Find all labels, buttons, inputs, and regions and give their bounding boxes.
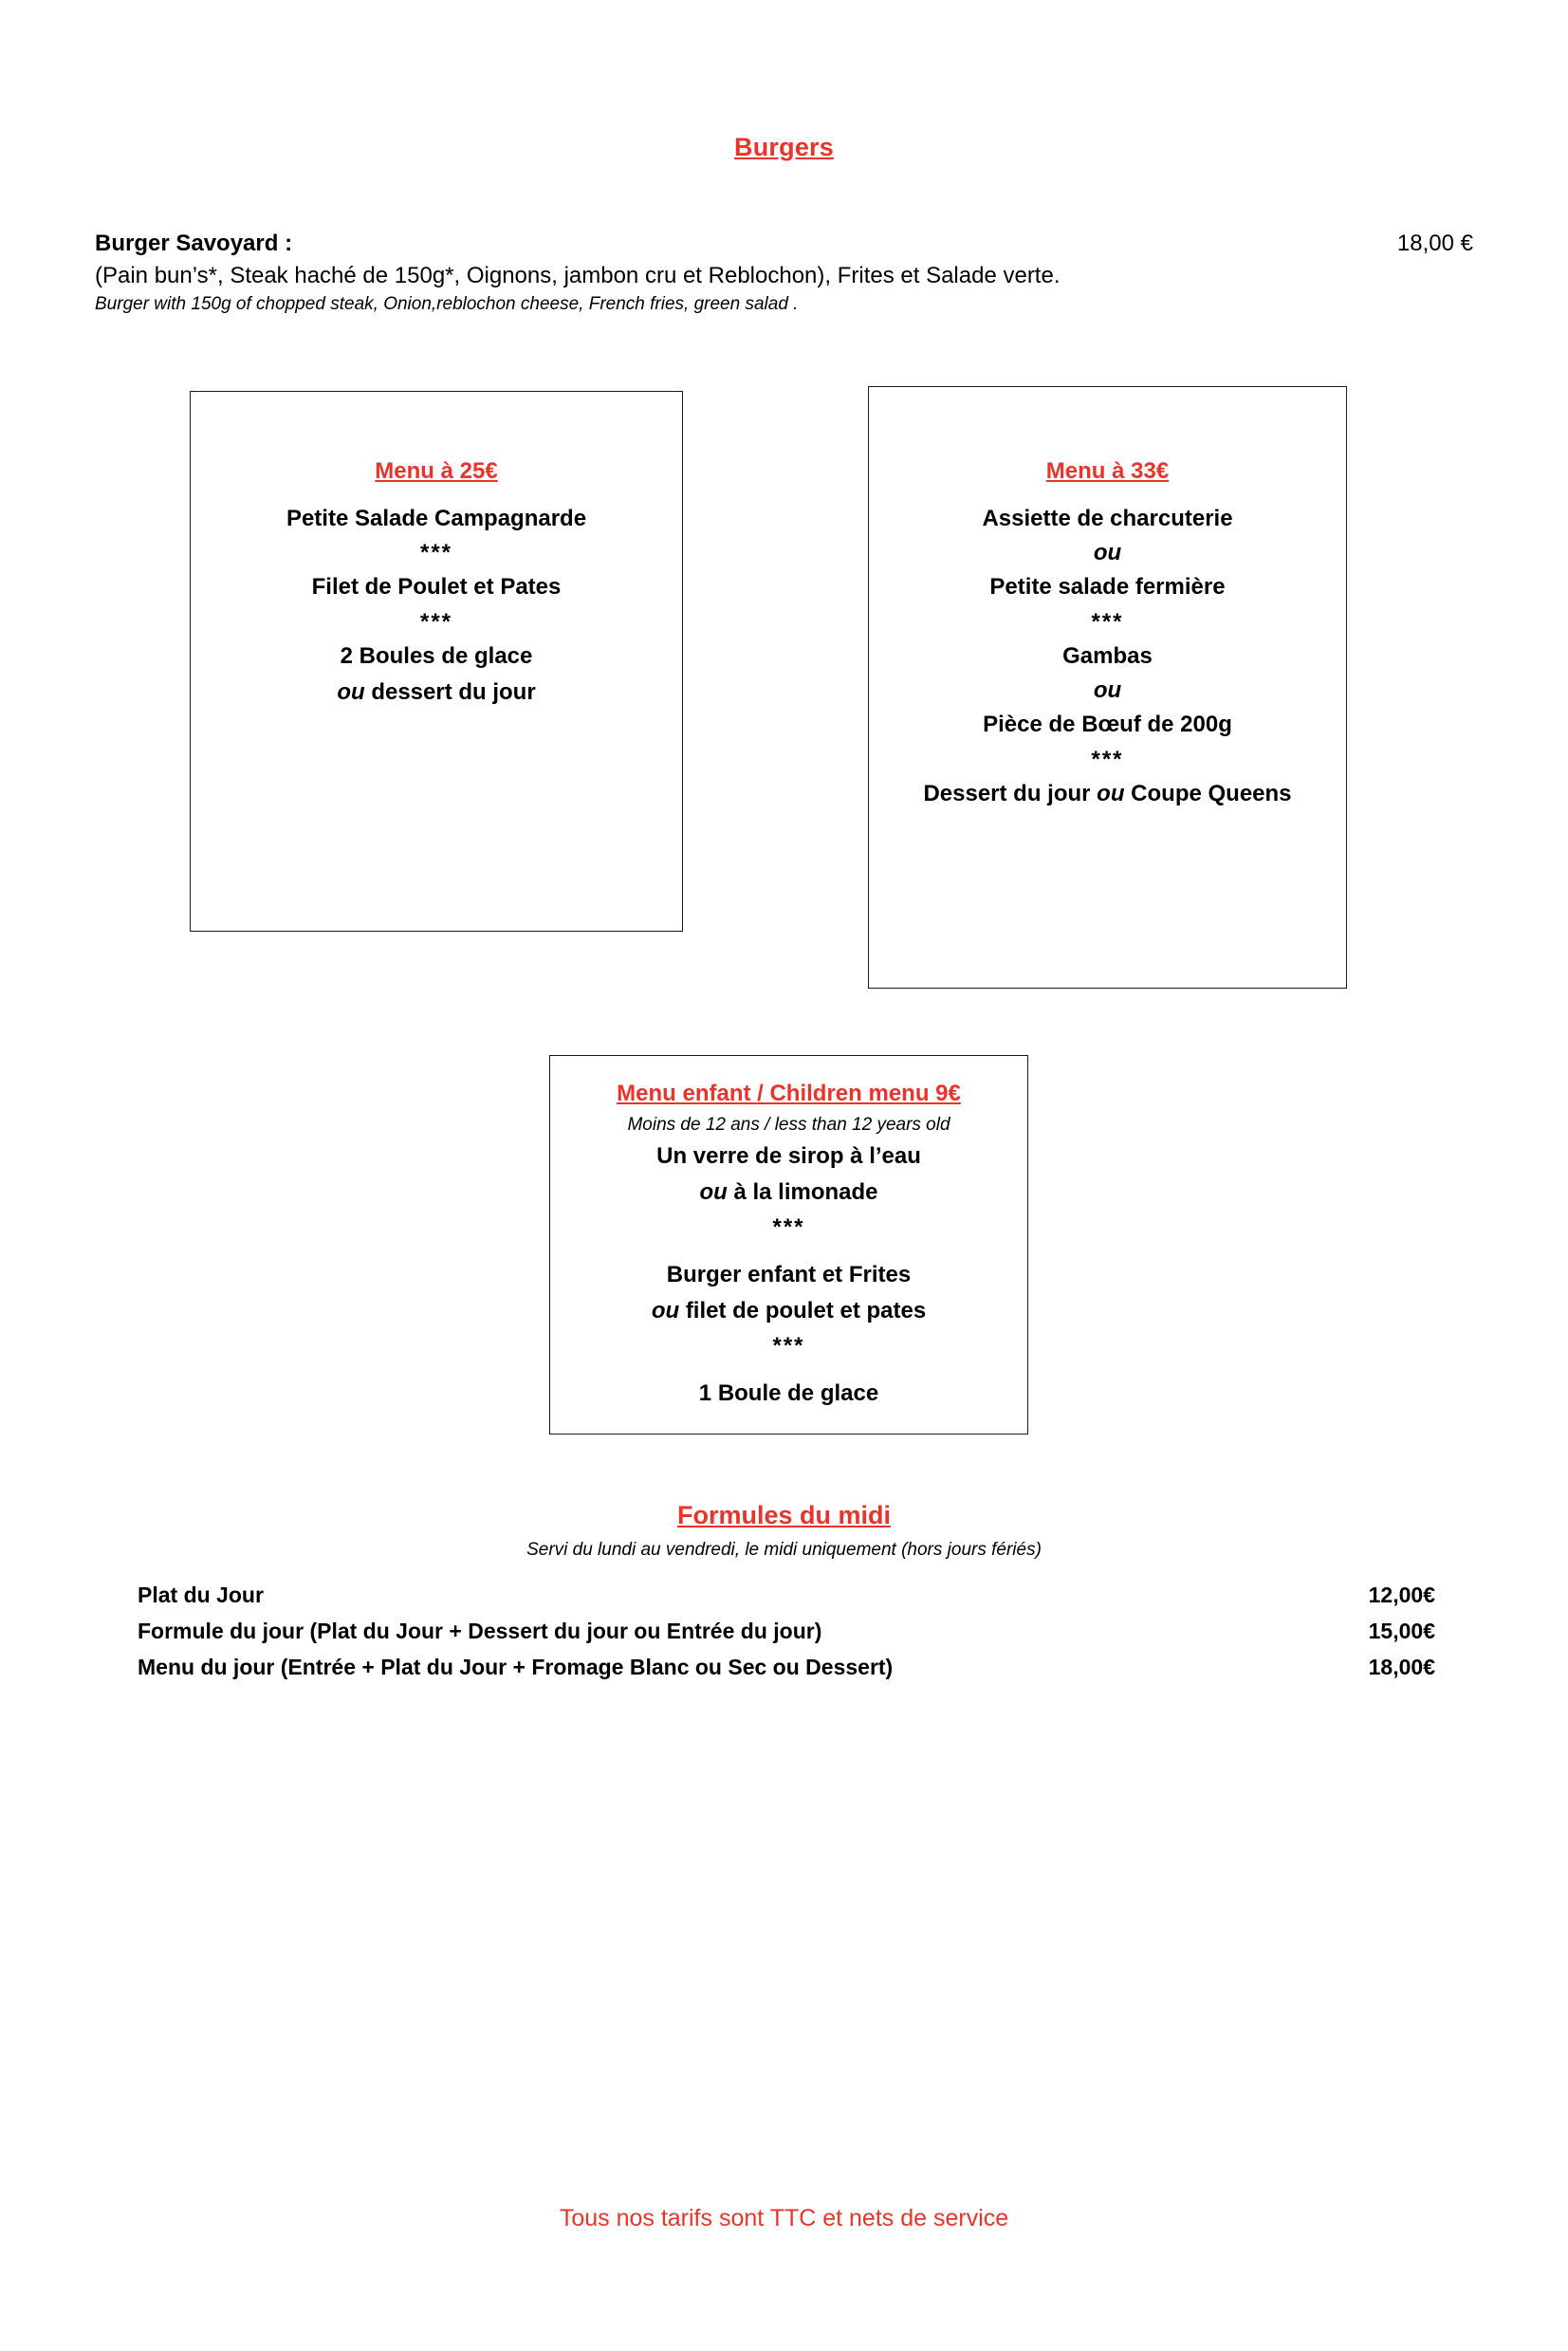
formule-price: 18,00€ — [1368, 1654, 1435, 1679]
menu-33-line-2: Petite salade fermière — [989, 574, 1226, 601]
menu-25-line-1: Petite Salade Campagnarde — [286, 506, 587, 531]
menu-33-line-5 — [869, 779, 1346, 809]
formule-price: 12,00€ — [1368, 1582, 1435, 1607]
menu-33-stars-2: *** — [1091, 746, 1124, 772]
burger-name: Burger Savoyard : — [95, 231, 293, 256]
menu-kids-ou-2: ou — [651, 1298, 680, 1324]
formules-subtitle: Servi du lundi au vendredi, le midi uniquement (hors jours fériés) — [526, 1539, 1042, 1560]
footer-note: Tous nos tarifs sont TTC et nets de service — [559, 2205, 1009, 2231]
menu-25-title: Menu à 25€ — [375, 458, 498, 484]
formules-section — [95, 1501, 1473, 1686]
menu-25-stars-1: *** — [419, 540, 453, 566]
list-item — [138, 1578, 1435, 1614]
list-item — [138, 1650, 1435, 1686]
menu-box-children — [549, 1055, 1028, 1435]
menu-25-line-2: Filet de Poulet et Pates — [311, 574, 562, 601]
menu-kids-line-3: Burger enfant et Frites — [666, 1261, 912, 1287]
menu-25-line-4-text: dessert du jour — [371, 679, 536, 706]
menu-box-25 — [190, 391, 683, 932]
burger-item — [95, 231, 1473, 315]
menu-33-line-4: Pièce de Bœuf de 200g — [983, 712, 1232, 738]
menu-kids-subtitle: Moins de 12 ans / less than 12 years old — [627, 1115, 950, 1135]
menu-33-line-3: Gambas — [1062, 642, 1153, 669]
menu-33-ou-2: ou — [1093, 677, 1122, 704]
menu-kids-line-5: 1 Boule de glace — [698, 1379, 879, 1406]
burger-description-fr: (Pain bun’s*, Steak haché de 150g*, Oignons, jambon cru et Reblochon), Frites et Salade verte. — [95, 263, 1061, 288]
menu-33-title: Menu à 33€ — [1045, 458, 1170, 484]
menu-25-line-3: 2 Boules de glace — [340, 642, 533, 669]
menu-kids-title: Menu enfant / Children menu 9€ — [617, 1081, 961, 1106]
menu-33-ou-3: ou — [1097, 780, 1125, 806]
menu-kids-stars-2: *** — [772, 1332, 805, 1359]
menu-box-33 — [868, 386, 1347, 989]
menu-kids-line-2 — [550, 1177, 1027, 1208]
menu-33-stars-1: *** — [1091, 608, 1124, 635]
menu-33-dessert: Dessert du jour — [923, 780, 1091, 806]
menu-33-ou-1: ou — [1093, 540, 1122, 566]
menu-kids-line-4-text: filet de poulet et pates — [685, 1298, 927, 1324]
menu-kids-line-4 — [550, 1296, 1027, 1326]
formule-label: Menu du jour (Entrée + Plat du Jour + Fromage Blanc ou Sec ou Dessert) — [138, 1654, 894, 1679]
burger-price: 18,00 € — [1396, 231, 1473, 256]
menu-kids-line-1: Un verre de sirop à l’eau — [656, 1143, 921, 1169]
formule-price: 15,00€ — [1368, 1618, 1435, 1643]
formule-label: Plat du Jour — [138, 1582, 264, 1607]
menu-kids-stars-1: *** — [772, 1213, 805, 1240]
menu-33-line-1: Assiette de charcuterie — [982, 506, 1233, 531]
menu-page — [0, 133, 1568, 2351]
list-item — [138, 1614, 1435, 1650]
burger-description-en: Burger with 150g of chopped steak, Onion,reblochon cheese, French fries, green salad . — [95, 294, 799, 314]
formule-label: Formule du jour (Plat du Jour + Dessert du jour ou Entrée du jour) — [138, 1618, 822, 1643]
page-title: Burgers — [734, 133, 834, 161]
burger-name-price-row — [95, 231, 1473, 257]
menu-25-stars-2: *** — [419, 608, 453, 635]
formules-list — [95, 1578, 1473, 1686]
menu-boxes — [95, 391, 1473, 998]
menu-kids-ou-1: ou — [699, 1179, 728, 1206]
menu-25-ou: ou — [337, 679, 365, 706]
menu-kids-line-2-text: à la limonade — [733, 1179, 878, 1206]
menu-33-coupe: Coupe Queens — [1131, 780, 1292, 806]
menu-25-line-4 — [191, 677, 682, 708]
formules-title: Formules du midi — [676, 1500, 892, 1529]
